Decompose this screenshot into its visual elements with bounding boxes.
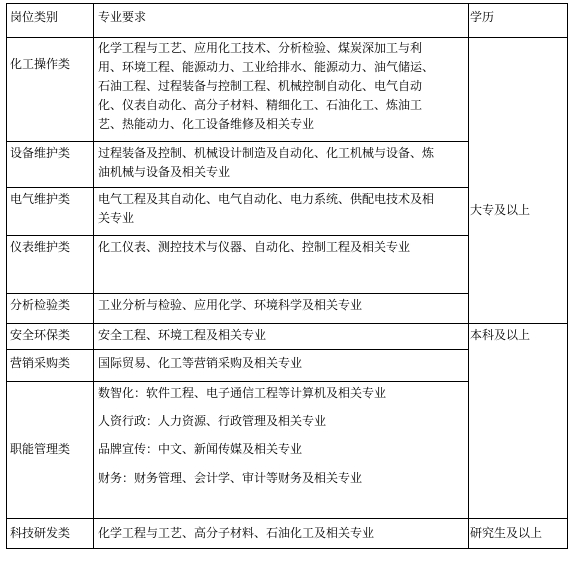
category-label: 电气维护类	[10, 192, 71, 206]
header-requirement: 专业要求	[98, 10, 147, 24]
requirement-line: 用、环境工程、能源动力、工业给排水、能源动力、油气储运、	[98, 60, 435, 74]
requirement-line: 电气工程及其自动化、电气自动化、电力系统、供配电技术及相	[98, 192, 435, 206]
category-label: 分析检验类	[10, 298, 71, 312]
column-divider	[93, 3, 94, 549]
requirement-line: 化学工程与工艺、高分子材料、石油化工及相关专业	[98, 526, 375, 540]
requirement-line: 化学工程与工艺、应用化工技术、分析检验、煤炭深加工与利	[98, 41, 423, 55]
requirement-line: 油机械与设备及相关专业	[98, 165, 231, 179]
table-border-bottom	[6, 548, 567, 549]
requirement-line: 关专业	[98, 211, 135, 225]
row-divider	[6, 323, 567, 324]
requirement-line: 艺、热能动力、化工设备维修及相关专业	[98, 117, 315, 131]
requirement-line: 人资行政：人力资源、行政管理及相关专业	[98, 414, 327, 428]
requirement-line: 化工仪表、测控技术与仪器、自动化、控制工程及相关专业	[98, 240, 411, 254]
requirement-line: 石油工程、过程装备与控制工程、机械控制自动化、电气自动	[98, 79, 423, 93]
category-label: 营销采购类	[10, 356, 71, 370]
requirement-line: 工业分析与检验、应用化学、环境科学及相关专业	[98, 298, 363, 312]
requirement-line: 化、仪表自动化、高分子材料、精细化工、石油化工、炼油工	[98, 98, 423, 112]
table-border-right	[567, 3, 568, 549]
header-category: 岗位类别	[10, 10, 59, 24]
header-education: 学历	[470, 10, 495, 24]
category-label: 科技研发类	[10, 526, 71, 540]
requirement-line: 财务：财务管理、会计学、审计等财务及相关专业	[98, 471, 363, 485]
requirement-line: 数智化：软件工程、电子通信工程等计算机及相关专业	[98, 386, 387, 400]
education-level: 大专及以上	[470, 203, 531, 217]
category-label: 职能管理类	[10, 442, 71, 456]
education-level: 本科及以上	[470, 328, 531, 342]
row-divider	[6, 349, 468, 350]
requirement-line: 国际贸易、化工等营销采购及相关专业	[98, 356, 303, 370]
requirement-line: 安全工程、环境工程及相关专业	[98, 328, 267, 342]
row-divider	[6, 141, 468, 142]
education-level: 研究生及以上	[470, 526, 543, 540]
requirement-line: 品牌宣传：中文、新闻传媒及相关专业	[98, 442, 303, 456]
row-divider	[6, 187, 468, 188]
category-label: 设备维护类	[10, 146, 71, 160]
category-label: 仪表维护类	[10, 240, 71, 254]
row-divider	[6, 518, 567, 519]
row-divider	[6, 235, 468, 236]
column-divider	[468, 3, 469, 549]
row-divider	[6, 381, 468, 382]
table-border-top	[6, 3, 567, 4]
row-divider	[6, 37, 567, 38]
table-border-left	[6, 3, 7, 549]
row-divider	[6, 293, 468, 294]
requirement-line: 过程装备及控制、机械设计制造及自动化、化工机械与设备、炼	[98, 146, 435, 160]
category-label: 安全环保类	[10, 328, 71, 342]
category-label: 化工操作类	[10, 57, 71, 71]
